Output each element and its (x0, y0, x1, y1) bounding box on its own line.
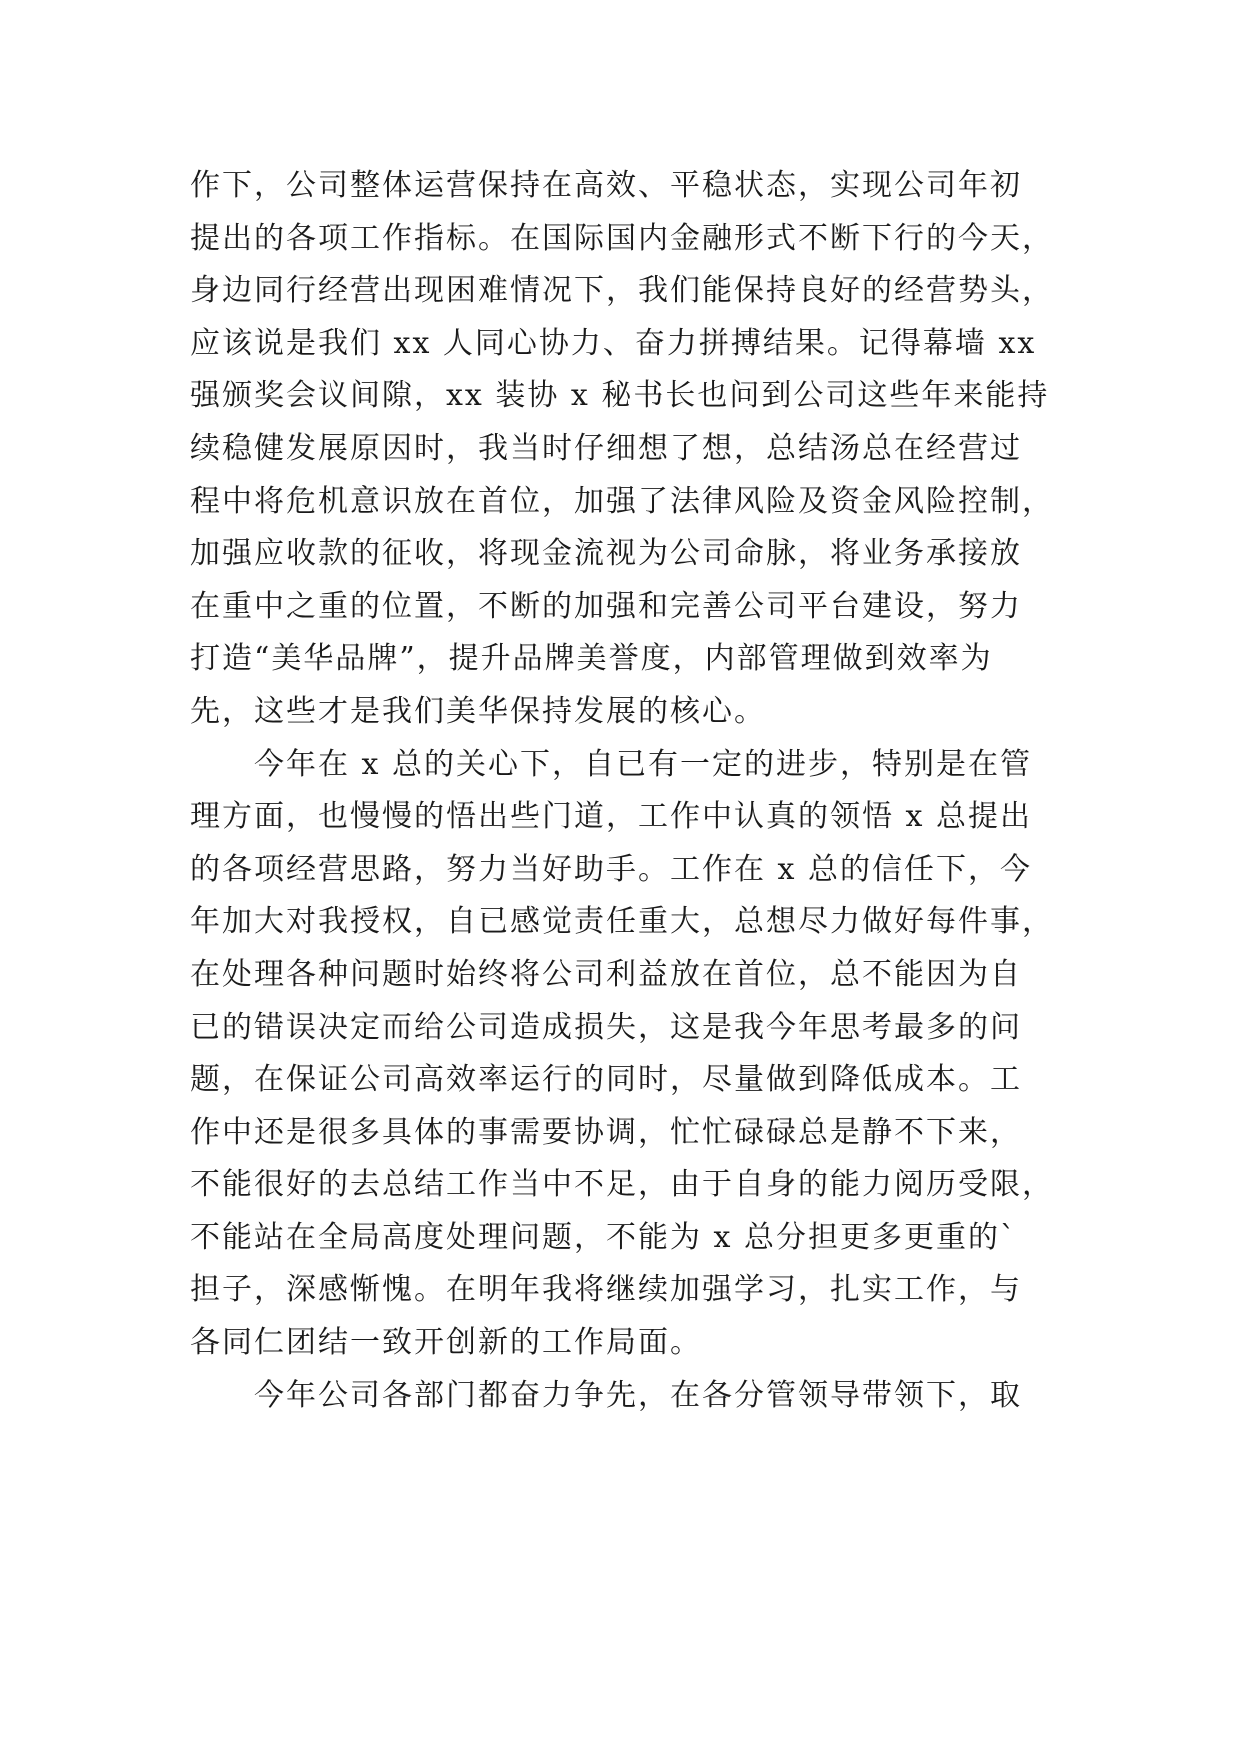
text-line: 不能站在全局高度处理问题，不能为 x 总分担更多更重的` (190, 1219, 1017, 1255)
text-line: 在处理各种问题时始终将公司利益放在首位，总不能因为自 (190, 956, 1022, 992)
text-line: 年加大对我授权，自已感觉责任重大，总想尽力做好每件事， (190, 904, 1054, 940)
text-line: 应该说是我们 xx 人同心协力、奋力拼搏结果。记得幕墙 xx (190, 325, 1037, 361)
text-line: 打造“美华品牌”，提升品牌美誉度，内部管理做到效率为 (190, 641, 993, 677)
text-line: 各同仁团结一致开创新的工作局面。 (190, 1325, 702, 1361)
text-line: 的各项经营思路，努力当好助手。工作在 x 总的信任下，今 (190, 851, 1032, 887)
text-line: 担子，深感惭愧。在明年我将继续加强学习，扎实工作，与 (190, 1272, 1022, 1308)
text-line: 今年公司各部门都奋力争先，在各分管领导带领下，取 (190, 1377, 1022, 1413)
text-line: 加强应收款的征收，将现金流视为公司命脉，将业务承接放 (190, 536, 1022, 572)
text-line: 作中还是很多具体的事需要协调，忙忙碌碌总是静不下来， (190, 1114, 1022, 1150)
text-line: 不能很好的去总结工作当中不足，由于自身的能力阅历受限， (190, 1167, 1054, 1203)
text-line: 先，这些才是我们美华保持发展的核心。 (190, 693, 766, 729)
text-line: 身边同行经营出现困难情况下，我们能保持良好的经营势头， (190, 273, 1054, 309)
text-line: 强颁奖会议间隙，xx 装协 x 秘书长也问到公司这些年来能持 (190, 378, 1050, 414)
text-line: 理方面，也慢慢的悟出些门道，工作中认真的领悟 x 总提出 (190, 799, 1032, 835)
text-line: 作下，公司整体运营保持在高效、平稳状态，实现公司年初 (190, 168, 1022, 203)
text-line: 题，在保证公司高效率运行的同时，尽量做到降低成本。工 (190, 1062, 1022, 1098)
text-line: 程中将危机意识放在首位，加强了法律风险及资金风险控制， (190, 483, 1054, 519)
text-line: 续稳健发展原因时，我当时仔细想了想，总结汤总在经营过 (190, 430, 1022, 466)
document-body (190, 160, 1070, 1422)
text-line: 提出的各项工作指标。在国际国内金融形式不断下行的今天， (190, 220, 1054, 256)
text-line: 在重中之重的位置，不断的加强和完善公司平台建设，努力 (190, 588, 1022, 624)
text-line: 今年在 x 总的关心下，自已有一定的进步，特别是在管 (190, 746, 1032, 782)
text-line: 已的错误决定而给公司造成损失，这是我今年思考最多的问 (190, 1009, 1022, 1045)
